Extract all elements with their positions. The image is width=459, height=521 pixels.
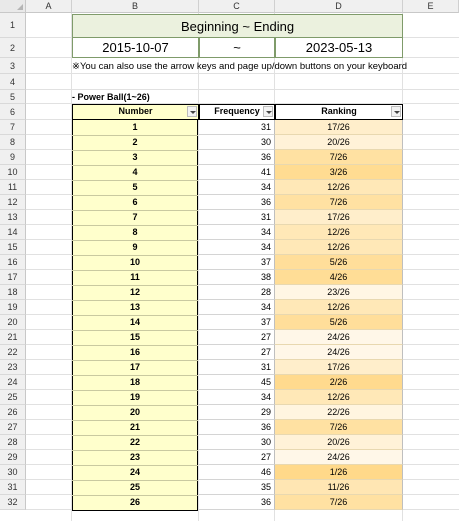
row-header-30[interactable]: 30 (0, 465, 26, 480)
row-divider (72, 360, 198, 361)
row-divider (72, 150, 198, 151)
row-divider (72, 480, 198, 481)
filter-dropdown-icon[interactable] (187, 106, 197, 117)
ranking-cell[interactable]: 3/26 (275, 165, 403, 180)
row-header-13[interactable]: 13 (0, 210, 26, 225)
row-divider (72, 390, 198, 391)
ranking-cell[interactable]: 5/26 (275, 255, 403, 270)
row-divider (72, 255, 198, 256)
frequency-cell[interactable]: 28 (199, 285, 275, 300)
ranking-cell[interactable]: 7/26 (275, 495, 403, 510)
number-cell[interactable]: 13 (129, 302, 140, 312)
ranking-cell[interactable]: 20/26 (275, 135, 403, 150)
number-cell[interactable]: 10 (129, 257, 140, 267)
row-header-23[interactable]: 23 (0, 360, 26, 375)
ranking-cell[interactable]: 11/26 (275, 480, 403, 495)
ranking-cell[interactable]: 17/26 (275, 360, 403, 375)
number-cell[interactable]: 7 (132, 212, 138, 222)
row-divider (72, 225, 198, 226)
frequency-cell[interactable]: 35 (199, 480, 275, 495)
select-all-corner[interactable] (0, 0, 26, 13)
row-divider (72, 450, 198, 451)
row-divider (72, 180, 198, 181)
number-cell[interactable]: 2 (132, 137, 138, 147)
row-divider (72, 495, 198, 496)
row-divider (72, 465, 198, 466)
gridline (26, 89, 459, 90)
ranking-cell[interactable]: 2/26 (275, 375, 403, 390)
ranking-cell[interactable]: 7/26 (275, 195, 403, 210)
frequency-cell[interactable]: 41 (199, 165, 275, 180)
row-divider (72, 195, 198, 196)
number-cell[interactable]: 22 (129, 437, 140, 447)
ranking-cell[interactable]: 1/26 (275, 465, 403, 480)
row-header-21[interactable]: 21 (0, 330, 26, 345)
column-header-d[interactable]: D (275, 0, 403, 13)
ranking-cell[interactable]: 7/26 (275, 150, 403, 165)
keyboard-hint: ※You can also use the arrow keys and page up/down buttons on your keyboard (72, 61, 408, 72)
row-divider (72, 375, 198, 376)
number-header-label: Number (118, 106, 153, 116)
frequency-cell[interactable]: 36 (199, 195, 275, 210)
frequency-cell[interactable]: 34 (199, 390, 275, 405)
number-header (72, 104, 199, 120)
date-range-title: Beginning ~ Ending (72, 14, 403, 38)
row-divider (72, 210, 198, 211)
column-header-b[interactable]: B (72, 0, 199, 13)
row-header-1[interactable]: 1 (0, 13, 26, 38)
number-cell[interactable]: 24 (129, 467, 140, 477)
number-cell[interactable]: 15 (129, 332, 140, 342)
number-cell[interactable]: 26 (129, 497, 140, 507)
row-header-32[interactable]: 32 (0, 495, 26, 510)
row-header-9[interactable]: 9 (0, 150, 26, 165)
frequency-cell[interactable]: 38 (199, 270, 275, 285)
ranking-header (275, 104, 403, 120)
row-divider (72, 435, 198, 436)
frequency-cell[interactable]: 30 (199, 135, 275, 150)
ranking-cell[interactable]: 5/26 (275, 315, 403, 330)
number-cell[interactable]: 3 (132, 152, 138, 162)
number-cell[interactable]: 17 (129, 362, 140, 372)
number-cell[interactable]: 14 (129, 317, 140, 327)
number-cell[interactable]: 6 (132, 197, 138, 207)
frequency-cell[interactable]: 36 (199, 150, 275, 165)
row-header-7[interactable]: 7 (0, 120, 26, 135)
frequency-cell[interactable]: 34 (199, 225, 275, 240)
ranking-cell[interactable]: 23/26 (275, 285, 403, 300)
ranking-cell[interactable]: 12/26 (275, 390, 403, 405)
row-header-4[interactable]: 4 (0, 74, 26, 90)
frequency-cell[interactable]: 31 (199, 210, 275, 225)
row-header-26[interactable]: 26 (0, 405, 26, 420)
frequency-cell[interactable]: 45 (199, 375, 275, 390)
filter-dropdown-icon[interactable] (263, 106, 273, 117)
row-divider (72, 165, 198, 166)
frequency-cell[interactable]: 31 (199, 360, 275, 375)
frequency-cell[interactable]: 27 (199, 450, 275, 465)
row-divider (72, 240, 198, 241)
row-header-18[interactable]: 18 (0, 285, 26, 300)
frequency-cell[interactable]: 34 (199, 300, 275, 315)
row-header-24[interactable]: 24 (0, 375, 26, 390)
ranking-cell[interactable]: 17/26 (275, 210, 403, 225)
row-header-17[interactable]: 17 (0, 270, 26, 285)
frequency-cell[interactable]: 31 (199, 120, 275, 135)
row-header-6[interactable]: 6 (0, 104, 26, 120)
row-divider (72, 405, 198, 406)
ranking-cell[interactable]: 24/26 (275, 330, 403, 345)
ranking-cell[interactable]: 20/26 (275, 435, 403, 450)
ranking-cell[interactable]: 17/26 (275, 120, 403, 135)
row-header-19[interactable]: 19 (0, 300, 26, 315)
frequency-cell[interactable]: 29 (199, 405, 275, 420)
row-header-16[interactable]: 16 (0, 255, 26, 270)
row-divider (72, 315, 198, 316)
range-separator: ~ (199, 38, 275, 58)
row-header-12[interactable]: 12 (0, 195, 26, 210)
ranking-cell[interactable]: 24/26 (275, 345, 403, 360)
number-cell[interactable]: 5 (132, 182, 138, 192)
frequency-cell[interactable]: 36 (199, 495, 275, 510)
frequency-cell[interactable]: 34 (199, 180, 275, 195)
row-divider (72, 330, 198, 331)
row-header-3[interactable]: 3 (0, 58, 26, 74)
section-title: - Power Ball(1~26) (72, 92, 150, 102)
ranking-cell[interactable]: 12/26 (275, 300, 403, 315)
row-header-31[interactable]: 31 (0, 480, 26, 495)
ranking-cell[interactable]: 12/26 (275, 225, 403, 240)
frequency-cell[interactable]: 30 (199, 435, 275, 450)
frequency-header (199, 104, 275, 120)
number-cell[interactable]: 11 (130, 272, 140, 282)
frequency-cell[interactable]: 27 (199, 345, 275, 360)
filter-dropdown-icon[interactable] (391, 106, 401, 117)
number-cell[interactable]: 19 (129, 392, 140, 402)
row-header-14[interactable]: 14 (0, 225, 26, 240)
row-header-11[interactable]: 11 (0, 180, 26, 195)
row-header-20[interactable]: 20 (0, 315, 26, 330)
number-cell[interactable]: 25 (129, 482, 140, 492)
ranking-header-label: Ranking (321, 106, 357, 116)
row-header-15[interactable]: 15 (0, 240, 26, 255)
number-cell[interactable]: 16 (129, 347, 140, 357)
number-cell[interactable]: 20 (129, 407, 140, 417)
number-cell[interactable]: 12 (129, 287, 140, 297)
end-date-cell[interactable]: 2023-05-13 (275, 38, 403, 58)
number-cell[interactable]: 4 (132, 167, 138, 177)
frequency-cell[interactable]: 37 (199, 255, 275, 270)
frequency-cell[interactable]: 34 (199, 240, 275, 255)
row-divider (72, 270, 198, 271)
gridline (26, 73, 459, 74)
ranking-cell[interactable]: 24/26 (275, 450, 403, 465)
row-divider (72, 300, 198, 301)
frequency-cell[interactable]: 37 (199, 315, 275, 330)
row-header-27[interactable]: 27 (0, 420, 26, 435)
row-header-25[interactable]: 25 (0, 390, 26, 405)
row-divider (72, 135, 198, 136)
row-divider (72, 345, 198, 346)
row-header-10[interactable]: 10 (0, 165, 26, 180)
frequency-cell[interactable]: 36 (199, 420, 275, 435)
row-header-28[interactable]: 28 (0, 435, 26, 450)
column-header-e[interactable]: E (403, 0, 459, 13)
column-header-c[interactable]: C (199, 0, 275, 13)
row-divider (72, 420, 198, 421)
ranking-cell[interactable]: 7/26 (275, 420, 403, 435)
frequency-cell[interactable]: 46 (199, 465, 275, 480)
number-cell[interactable]: 23 (129, 452, 140, 462)
start-date-cell[interactable]: 2015-10-07 (72, 38, 199, 58)
frequency-header-label: Frequency (214, 106, 260, 116)
column-header-a[interactable]: A (26, 0, 72, 13)
number-cell[interactable]: 9 (132, 242, 138, 252)
row-header-5[interactable]: 5 (0, 90, 26, 104)
number-cell[interactable]: 21 (129, 422, 140, 432)
number-cell[interactable]: 1 (132, 122, 138, 132)
ranking-cell[interactable]: 12/26 (275, 240, 403, 255)
ranking-cell[interactable]: 12/26 (275, 180, 403, 195)
row-header-8[interactable]: 8 (0, 135, 26, 150)
ranking-cell[interactable]: 22/26 (275, 405, 403, 420)
row-divider (72, 285, 198, 286)
row-header-2[interactable]: 2 (0, 38, 26, 58)
row-header-22[interactable]: 22 (0, 345, 26, 360)
row-header-29[interactable]: 29 (0, 450, 26, 465)
number-cell[interactable]: 18 (129, 377, 140, 387)
frequency-cell[interactable]: 27 (199, 330, 275, 345)
number-cell[interactable]: 8 (132, 227, 138, 237)
ranking-cell[interactable]: 4/26 (275, 270, 403, 285)
